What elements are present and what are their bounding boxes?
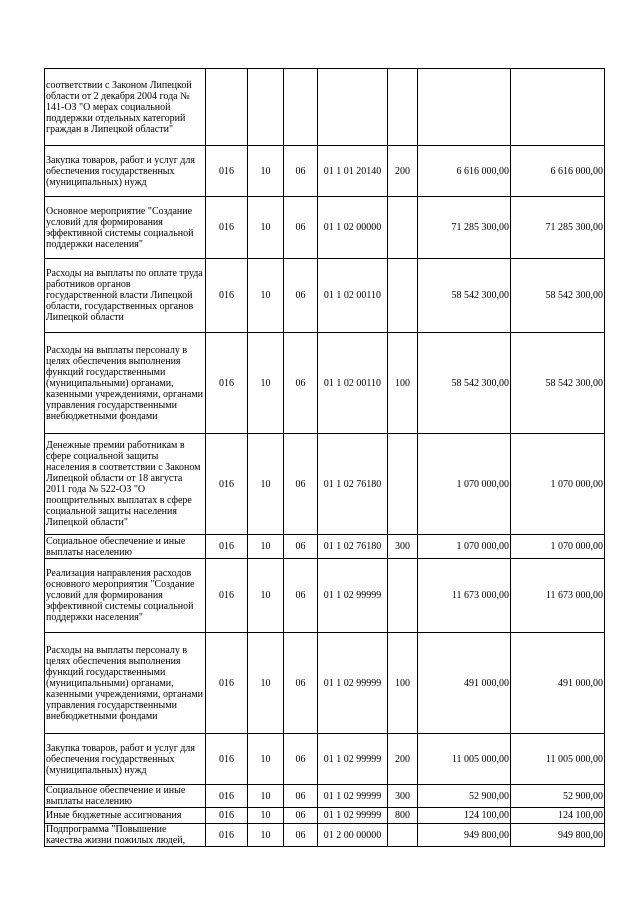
cell-vr	[388, 824, 418, 847]
cell-ved: 016	[206, 808, 248, 824]
cell-podr: 06	[284, 259, 318, 333]
cell-ved	[206, 69, 248, 146]
cell-ved: 016	[206, 259, 248, 333]
table-row	[45, 69, 605, 146]
cell-razd: 10	[248, 535, 284, 559]
cell-name: соответствии с Законом Липецкой области от 2 декабря 2004 года № 141-ОЗ "О мерах социальной поддержки отдельных категорий граждан в Липецкой области"	[45, 69, 206, 146]
cell-podr: 06	[284, 333, 318, 434]
cell-sum-1: 11 005 000,00	[418, 734, 511, 785]
cell-vr	[388, 197, 418, 259]
cell-sum-1: 949 800,00	[418, 824, 511, 847]
cell-vr: 100	[388, 633, 418, 734]
cell-sum-2: 58 542 300,00	[511, 259, 605, 333]
cell-name: Основное мероприятие "Создание условий для формирования эффективной системы социальной поддержки населения"	[45, 197, 206, 259]
cell-sum-2: 491 000,00	[511, 633, 605, 734]
cell-name: Социальное обеспечение и иные выплаты населению	[45, 785, 206, 808]
cell-ved: 016	[206, 434, 248, 535]
cell-sum-2: 1 070 000,00	[511, 434, 605, 535]
cell-name: Расходы на выплаты по оплате труда работников органов государственной власти Липецкой области, государственных органов Липецкой области	[45, 259, 206, 333]
cell-vr	[388, 69, 418, 146]
cell-name: Закупка товаров, работ и услуг для обеспечения государственных (муниципальных) нужд	[45, 146, 206, 197]
cell-vr: 200	[388, 146, 418, 197]
cell-csr: 01 1 02 76180	[318, 434, 388, 535]
cell-vr: 300	[388, 785, 418, 808]
table-row	[45, 824, 605, 847]
cell-csr: 01 1 02 76180	[318, 535, 388, 559]
cell-sum-2	[511, 69, 605, 146]
cell-razd: 10	[248, 824, 284, 847]
cell-ved: 016	[206, 824, 248, 847]
cell-csr: 01 1 02 00110	[318, 259, 388, 333]
cell-sum-1: 124 100,00	[418, 808, 511, 824]
table-row	[45, 259, 605, 333]
cell-podr: 06	[284, 197, 318, 259]
cell-sum-1: 58 542 300,00	[418, 259, 511, 333]
cell-ved: 016	[206, 785, 248, 808]
cell-name: Закупка товаров, работ и услуг для обеспечения государственных (муниципальных) нужд	[45, 734, 206, 785]
cell-sum-2: 1 070 000,00	[511, 535, 605, 559]
cell-vr	[388, 434, 418, 535]
cell-name: Подпрограмма "Повышение качества жизни пожилых людей,	[45, 824, 206, 847]
table-row	[45, 734, 605, 785]
cell-csr: 01 1 02 00110	[318, 333, 388, 434]
cell-razd: 10	[248, 333, 284, 434]
cell-vr: 300	[388, 535, 418, 559]
cell-podr: 06	[284, 785, 318, 808]
cell-podr: 06	[284, 633, 318, 734]
cell-ved: 016	[206, 333, 248, 434]
table-row	[45, 559, 605, 633]
cell-name: Социальное обеспечение и иные выплаты населению	[45, 535, 206, 559]
cell-razd: 10	[248, 633, 284, 734]
cell-sum-1: 6 616 000,00	[418, 146, 511, 197]
cell-csr: 01 1 02 99999	[318, 559, 388, 633]
cell-sum-2: 71 285 300,00	[511, 197, 605, 259]
table-row	[45, 333, 605, 434]
cell-sum-1: 1 070 000,00	[418, 535, 511, 559]
cell-ved: 016	[206, 197, 248, 259]
budget-table	[44, 68, 605, 847]
table-row	[45, 146, 605, 197]
cell-ved: 016	[206, 146, 248, 197]
cell-podr: 06	[284, 734, 318, 785]
cell-csr: 01 2 00 00000	[318, 824, 388, 847]
cell-csr	[318, 69, 388, 146]
cell-name: Расходы на выплаты персоналу в целях обеспечения выполнения функций государственными (муниципальными) органами, казенными учреждениями, органами управления государственными внебюджетными фондами	[45, 333, 206, 434]
cell-ved: 016	[206, 734, 248, 785]
cell-csr: 01 1 02 99999	[318, 734, 388, 785]
cell-csr: 01 1 02 00000	[318, 197, 388, 259]
cell-podr	[284, 69, 318, 146]
cell-razd: 10	[248, 808, 284, 824]
cell-csr: 01 1 01 20140	[318, 146, 388, 197]
cell-sum-1: 58 542 300,00	[418, 333, 511, 434]
cell-podr: 06	[284, 559, 318, 633]
table-row	[45, 633, 605, 734]
cell-name: Реализация направления расходов основного мероприятия "Создание условий для формирования эффективной системы социальной поддержки населения"	[45, 559, 206, 633]
cell-sum-1	[418, 69, 511, 146]
cell-vr	[388, 259, 418, 333]
table-row	[45, 535, 605, 559]
cell-podr: 06	[284, 434, 318, 535]
table-row	[45, 785, 605, 808]
cell-ved: 016	[206, 559, 248, 633]
cell-razd: 10	[248, 434, 284, 535]
cell-razd	[248, 69, 284, 146]
cell-vr	[388, 559, 418, 633]
cell-sum-2: 949 800,00	[511, 824, 605, 847]
cell-razd: 10	[248, 197, 284, 259]
cell-sum-1: 52 900,00	[418, 785, 511, 808]
cell-sum-2: 52 900,00	[511, 785, 605, 808]
cell-sum-2: 58 542 300,00	[511, 333, 605, 434]
cell-ved: 016	[206, 633, 248, 734]
cell-sum-1: 491 000,00	[418, 633, 511, 734]
cell-podr: 06	[284, 824, 318, 847]
cell-podr: 06	[284, 808, 318, 824]
cell-razd: 10	[248, 559, 284, 633]
table-row	[45, 434, 605, 535]
cell-sum-2: 11 673 000,00	[511, 559, 605, 633]
cell-sum-1: 11 673 000,00	[418, 559, 511, 633]
cell-podr: 06	[284, 535, 318, 559]
cell-csr: 01 1 02 99999	[318, 633, 388, 734]
cell-name: Денежные премии работникам в сфере социальной защиты населения в соответствии с Законом Липецкой области от 18 августа 2011 года № 522-ОЗ "О поощрительных выплатах в сфере социальной защиты населения Липецкой области"	[45, 434, 206, 535]
cell-sum-1: 1 070 000,00	[418, 434, 511, 535]
cell-sum-2: 6 616 000,00	[511, 146, 605, 197]
cell-razd: 10	[248, 785, 284, 808]
cell-vr: 800	[388, 808, 418, 824]
table-row	[45, 808, 605, 824]
cell-vr: 100	[388, 333, 418, 434]
table-row	[45, 197, 605, 259]
cell-razd: 10	[248, 734, 284, 785]
cell-csr: 01 1 02 99999	[318, 808, 388, 824]
cell-vr: 200	[388, 734, 418, 785]
cell-name: Расходы на выплаты персоналу в целях обеспечения выполнения функций государственными (муниципальными) органами, казенными учреждениями, органами управления государственными внебюджетными фондами	[45, 633, 206, 734]
cell-name: Иные бюджетные ассигнования	[45, 808, 206, 824]
cell-sum-2: 124 100,00	[511, 808, 605, 824]
cell-razd: 10	[248, 146, 284, 197]
cell-podr: 06	[284, 146, 318, 197]
cell-sum-2: 11 005 000,00	[511, 734, 605, 785]
cell-sum-1: 71 285 300,00	[418, 197, 511, 259]
cell-ved: 016	[206, 535, 248, 559]
cell-razd: 10	[248, 259, 284, 333]
table-body	[45, 69, 605, 847]
cell-csr: 01 1 02 99999	[318, 785, 388, 808]
